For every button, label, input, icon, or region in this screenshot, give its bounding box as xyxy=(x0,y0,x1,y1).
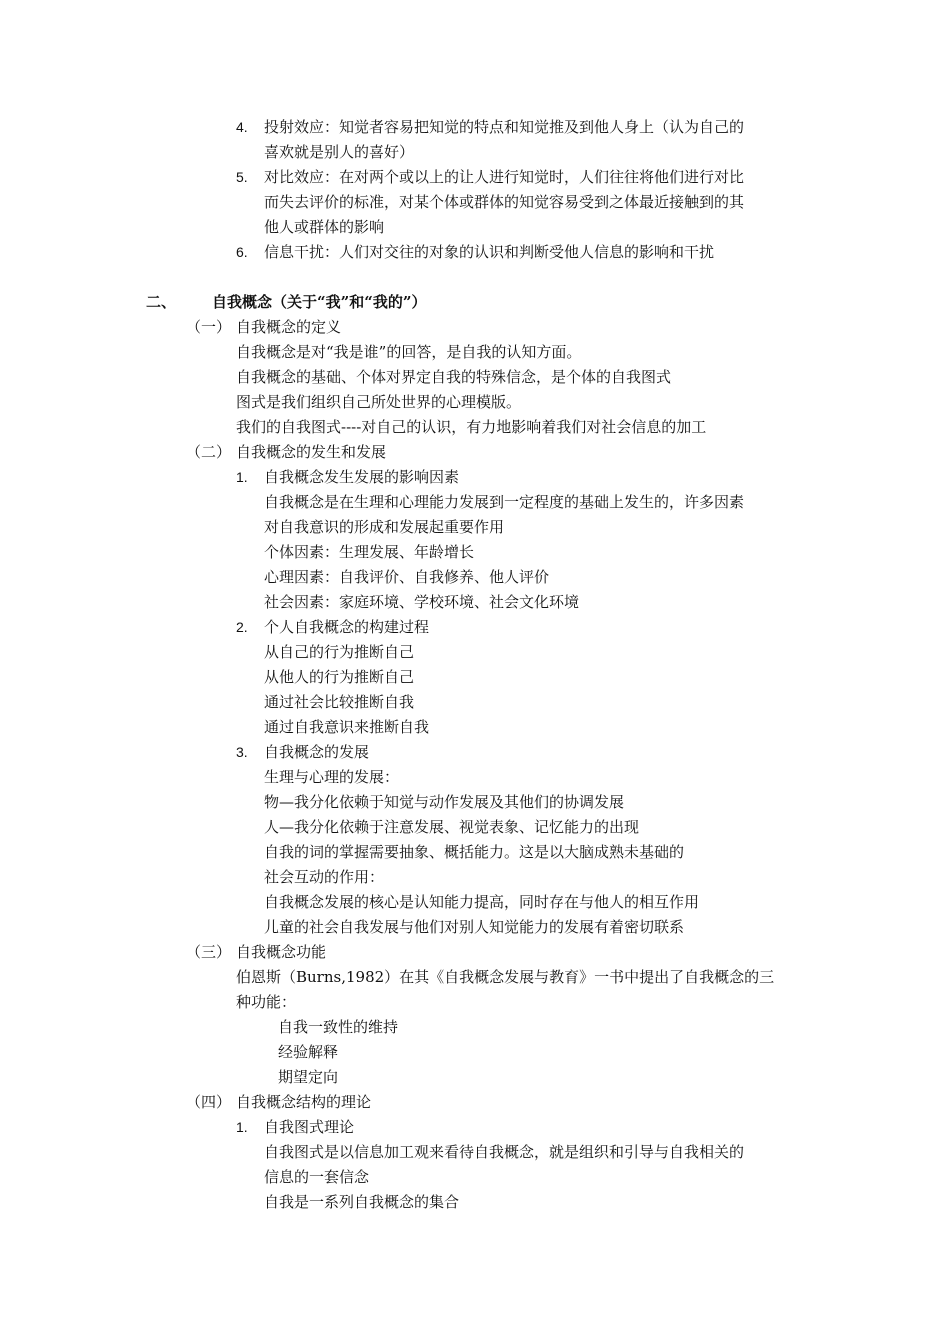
subsection-number: （三） xyxy=(186,943,232,961)
list-item-text: 投射效应：知觉者容易把知觉的特点和知觉推及到他人身上（认为自己的 xyxy=(264,118,745,136)
paragraph-line: 通过自我意识来推断自我 xyxy=(264,718,430,736)
subsection-number: （一） xyxy=(186,318,232,336)
list-item-title: 自我概念发生发展的影响因素 xyxy=(264,468,460,486)
paragraph-line: 物—我分化依赖于知觉与动作发展及其他们的协调发展 xyxy=(264,793,625,811)
paragraph-line: 生理与心理的发展： xyxy=(264,768,400,786)
function-item: 经验解释 xyxy=(278,1043,339,1061)
paragraph-line: 信息的一套信念 xyxy=(264,1168,370,1186)
list-item-number: 2. xyxy=(236,619,248,635)
paragraph-line: 自我概念的基础、个体对界定自我的特殊信念，是个体的自我图式 xyxy=(236,368,672,386)
list-item-title: 自我概念的发展 xyxy=(264,743,370,761)
subsection-title: 自我概念功能 xyxy=(236,943,327,961)
list-item-title: 自我图式理论 xyxy=(264,1118,355,1136)
function-item: 自我一致性的维持 xyxy=(278,1018,399,1036)
paragraph-line: 社会互动的作用： xyxy=(264,868,385,886)
section-title: 自我概念（关于“我”和“我的”） xyxy=(212,293,427,311)
paragraph-line: 人—我分化依赖于注意发展、视觉表象、记忆能力的出现 xyxy=(264,818,640,836)
paragraph-line: 自我图式是以信息加工观来看待自我概念，就是组织和引导与自我相关的 xyxy=(264,1143,745,1161)
paragraph-line: 儿童的社会自我发展与他们对别人知觉能力的发展有着密切联系 xyxy=(264,918,685,936)
paragraph-line: 自我是一系列自我概念的集合 xyxy=(264,1193,460,1211)
list-item-text: 他人或群体的影响 xyxy=(264,218,385,236)
paragraph-line: 从自己的行为推断自己 xyxy=(264,643,415,661)
list-item-number: 1. xyxy=(236,1119,248,1135)
paragraph-line: 自我概念是对“我是谁”的回答，是自我的认知方面。 xyxy=(236,343,582,361)
paragraph-line: 对自我意识的形成和发展起重要作用 xyxy=(264,518,505,536)
list-item-text: 信息干扰：人们对交往的对象的认识和判断受他人信息的影响和干扰 xyxy=(264,243,715,261)
paragraph-line: 通过社会比较推断自我 xyxy=(264,693,415,711)
subsection-title: 自我概念的定义 xyxy=(236,318,342,336)
list-item-text: 对比效应：在对两个或以上的让人进行知觉时，人们往往将他们进行对比 xyxy=(264,168,745,186)
paragraph-line: 种功能： xyxy=(236,993,297,1011)
list-item-number: 1. xyxy=(236,469,248,485)
paragraph-line: 我们的自我图式----对自己的认识，有力地影响着我们对社会信息的加工 xyxy=(236,418,707,436)
list-item-number: 6. xyxy=(236,244,248,260)
section-number: 二、 xyxy=(146,293,177,311)
list-item-number: 5. xyxy=(236,169,248,185)
paragraph-line: 心理因素：自我评价、自我修养、他人评价 xyxy=(264,568,550,586)
subsection-number: （四） xyxy=(186,1093,232,1111)
paragraph-line: 个体因素：生理发展、年龄增长 xyxy=(264,543,475,561)
function-item: 期望定向 xyxy=(278,1068,339,1086)
paragraph-line: 自我的词的掌握需要抽象、概括能力。这是以大脑成熟未基础的 xyxy=(264,843,685,861)
list-item-title: 个人自我概念的构建过程 xyxy=(264,618,430,636)
subsection-title: 自我概念结构的理论 xyxy=(236,1093,372,1111)
paragraph-line: 伯恩斯（Burns,1982）在其《自我概念发展与教育》一书中提出了自我概念的三 xyxy=(236,968,775,986)
subsection-title: 自我概念的发生和发展 xyxy=(236,443,387,461)
paragraph-line: 社会因素：家庭环境、学校环境、社会文化环境 xyxy=(264,593,580,611)
list-item-number: 4. xyxy=(236,119,248,135)
paragraph-line: 自我概念是在生理和心理能力发展到一定程度的基础上发生的，许多因素 xyxy=(264,493,745,511)
paragraph-line: 自我概念发展的核心是认知能力提高，同时存在与他人的相互作用 xyxy=(264,893,700,911)
paragraph-line: 从他人的行为推断自己 xyxy=(264,668,415,686)
subsection-number: （二） xyxy=(186,443,232,461)
list-item-text: 喜欢就是别人的喜好） xyxy=(264,143,415,161)
list-item-number: 3. xyxy=(236,744,248,760)
list-item-text: 而失去评价的标准，对某个体或群体的知觉容易受到之体最近接触到的其 xyxy=(264,193,745,211)
paragraph-line: 图式是我们组织自己所处世界的心理模版。 xyxy=(236,393,522,411)
